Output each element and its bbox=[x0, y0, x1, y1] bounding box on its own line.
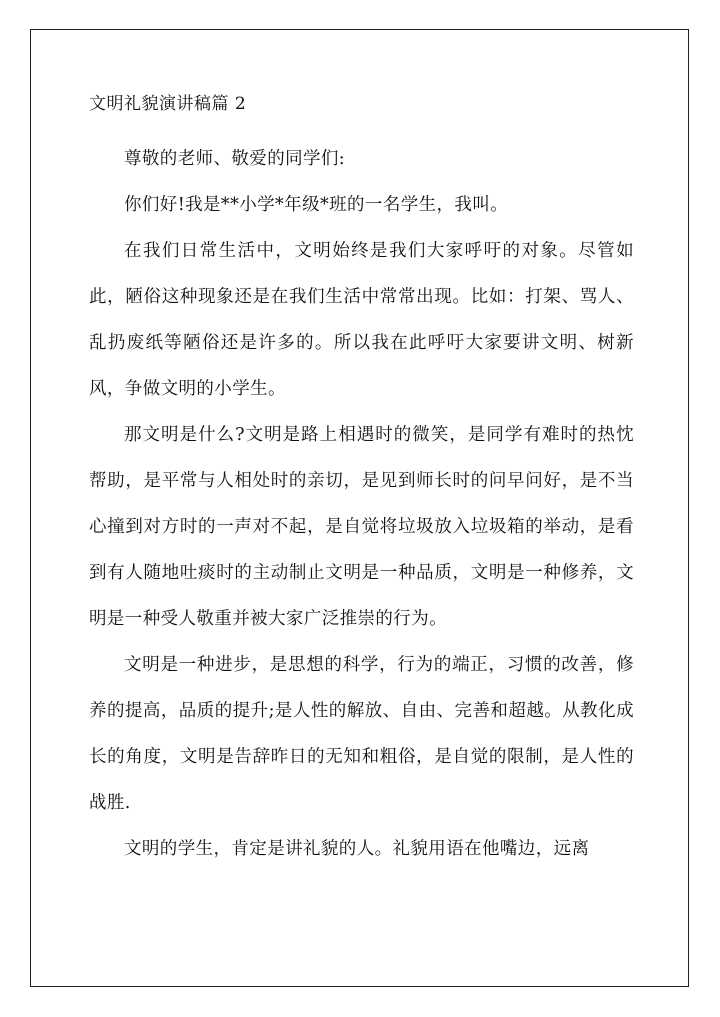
paragraph-introduction: 你们好!我是**小学*年级*班的一名学生，我叫。 bbox=[124, 195, 509, 215]
paragraph-greeting: 尊敬的老师、敬爱的同学们: bbox=[124, 149, 346, 169]
document-title: 文明礼貌演讲稿篇 2 bbox=[89, 94, 247, 114]
paragraph-daily-life: 在我们日常生活中，文明始终是我们大家呼吁的对象。尽管如此，陋俗这种现象还是在我们生活中常常出现。比如：打架、骂人、乱扔废纸等陋俗还是许多的。所以我在此呼吁大家要讲文明、树新风，争做文明的小学生。 bbox=[89, 241, 634, 399]
paragraph-what-is-civility: 那文明是什么?文明是路上相遇时的微笑，是同学有难时的热忱帮助，是平常与人相处时的亲切，是见到师长时的问早问好，是不当心撞到对方时的一声对不起，是自觉将垃圾放入垃圾箱的举动，是看到有人随地吐痰时的主动制止文明是一种品质，文明是一种修养，文明是一种受人敬重并被大家广泛推崇的行为。 bbox=[89, 425, 634, 629]
paragraph-civil-student: 文明的学生，肯定是讲礼貌的人。礼貌用语在他嘴边，远离 bbox=[124, 839, 590, 859]
document-body bbox=[89, 92, 634, 872]
paragraph-civility-progress: 文明是一种进步，是思想的科学，行为的端正，习惯的改善，修养的提高，品质的提升;是人性的解放、自由、完善和超越。从教化成长的角度，文明是告辞昨日的无知和粗俗，是自觉的限制，是人性的战胜. bbox=[89, 655, 634, 813]
